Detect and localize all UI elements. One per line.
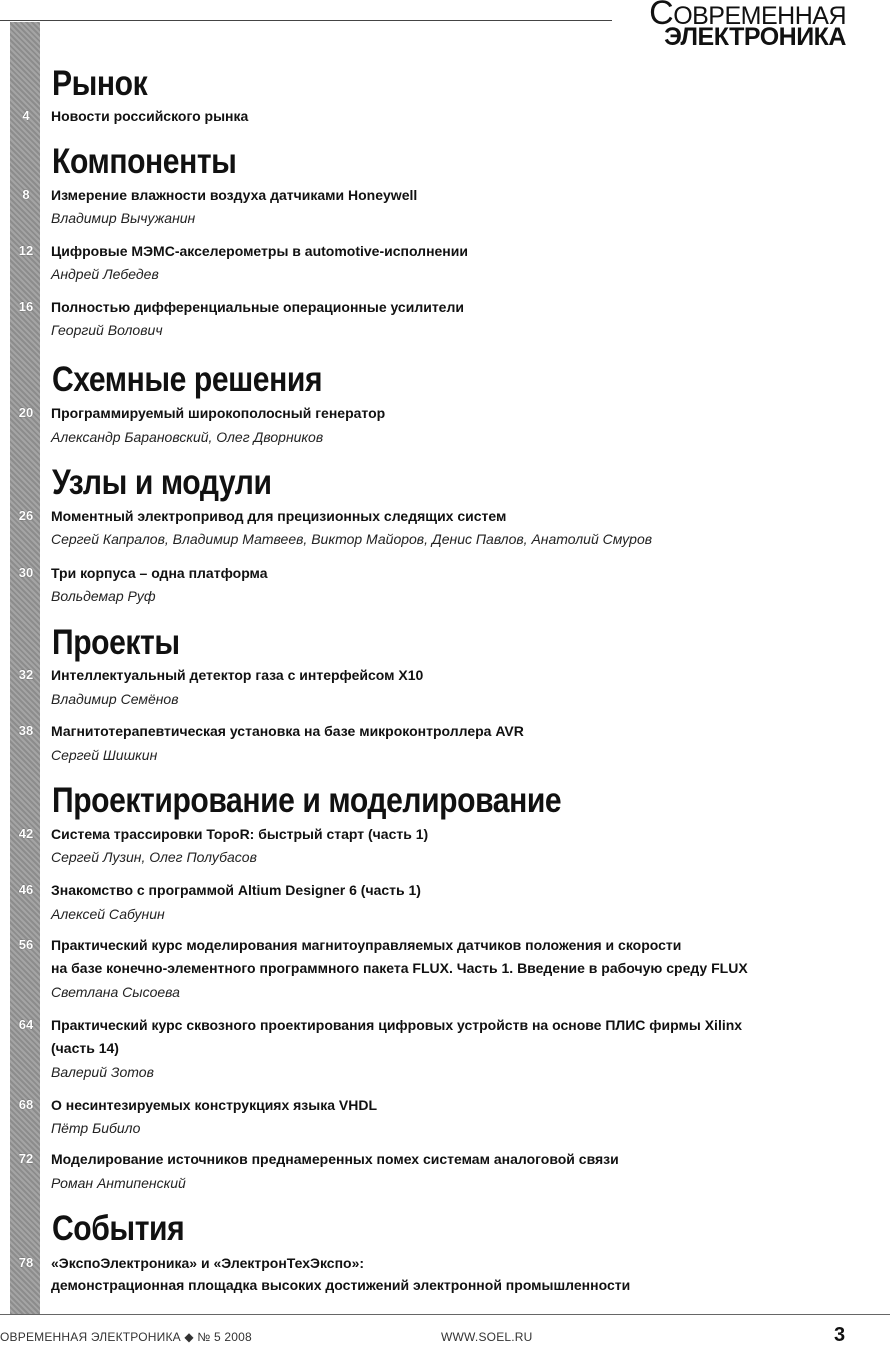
section-title-komponenty: Компоненты <box>52 142 237 181</box>
article-authors: Александр Барановский, Олег Дворников <box>51 429 324 445</box>
page-number: 56 <box>18 937 34 952</box>
article-title-continued[interactable]: демонстрационная площадка высоких достижений электронной промышленности <box>51 1277 631 1293</box>
page-number: 4 <box>22 108 30 123</box>
article-authors: Владимир Вычужанин <box>51 210 196 226</box>
logo-line-2: ЭЛЕКТРОНИКА <box>664 23 846 51</box>
logo-line-1: СОВРЕМЕННАЯ <box>649 0 846 32</box>
section-title-uzly: Узлы и модули <box>52 463 272 502</box>
article-title[interactable]: «ЭкспоЭлектроника» и «ЭлектронТехЭкспо»: <box>51 1255 365 1271</box>
article-title[interactable]: Моделирование источников преднамеренных помех системам аналоговой связи <box>51 1151 619 1167</box>
page-number: 26 <box>18 508 34 523</box>
article-authors: Вольдемар Руф <box>51 588 156 604</box>
section-title-rynok: Рынок <box>52 64 148 103</box>
section-title-proekty: Проекты <box>52 623 180 662</box>
article-title-continued[interactable]: (часть 14) <box>51 1040 119 1056</box>
page-number: 12 <box>18 243 34 258</box>
article-title[interactable]: Цифровые МЭМС-акселерометры в automotive-исполнении <box>51 243 468 259</box>
page-number: 20 <box>18 405 34 420</box>
article-title[interactable]: Три корпуса – одна платформа <box>51 565 268 581</box>
page-number-footer: 3 <box>834 1324 846 1346</box>
page-number: 72 <box>18 1151 34 1166</box>
article-title[interactable]: Магнитотерапевтическая установка на базе микроконтроллера AVR <box>51 723 524 739</box>
article-title[interactable]: Практический курс сквозного проектирования цифровых устройств на основе ПЛИС фирмы Xilinx <box>51 1017 743 1033</box>
page-number: 16 <box>18 299 34 314</box>
article-title[interactable]: Система трассировки TopoR: быстрый старт (часть 1) <box>51 826 429 842</box>
article-authors: Валерий Зотов <box>51 1064 154 1080</box>
section-title-sobytiya: События <box>52 1209 185 1248</box>
article-title[interactable]: Измерение влажности воздуха датчиками Honeywell <box>51 187 418 203</box>
top-rule <box>0 20 612 21</box>
page-number: 64 <box>18 1017 34 1032</box>
article-title[interactable]: Полностью дифференциальные операционные усилители <box>51 299 464 315</box>
magazine-logo <box>620 2 846 49</box>
article-authors: Сергей Капралов, Владимир Матвеев, Виктор Майоров, Денис Павлов, Анатолий Смуров <box>51 531 653 547</box>
article-title[interactable]: Интеллектуальный детектор газа с интерфейсом X10 <box>51 667 424 683</box>
page-number: 42 <box>18 826 34 841</box>
footer-rule <box>0 1314 890 1315</box>
article-authors: Сергей Лузин, Олег Полубасов <box>51 849 257 865</box>
article-authors: Алексей Сабунин <box>51 906 165 922</box>
article-title[interactable]: Знакомство с программой Altium Designer 6 (часть 1) <box>51 882 421 898</box>
page-number: 38 <box>18 723 34 738</box>
page-number: 46 <box>18 882 34 897</box>
page-number: 78 <box>18 1255 34 1270</box>
article-authors: Роман Антипенский <box>51 1175 186 1191</box>
footer-website[interactable]: WWW.SOEL.RU <box>441 1330 533 1344</box>
section-title-skhemnye: Схемные решения <box>52 360 323 399</box>
page-number: 30 <box>18 565 34 580</box>
article-title[interactable]: О несинтезируемых конструкциях языка VHDL <box>51 1097 378 1113</box>
article-authors: Владимир Семёнов <box>51 691 179 707</box>
page-number: 68 <box>18 1097 34 1112</box>
page-number: 32 <box>18 667 34 682</box>
article-title[interactable]: Программируемый широкополосный генератор <box>51 405 386 421</box>
article-authors: Пётр Бибило <box>51 1120 141 1136</box>
section-title-proektirovanie: Проектирование и моделирование <box>52 781 562 820</box>
article-authors: Сергей Шишкин <box>51 747 158 763</box>
article-title[interactable]: Моментный электропривод для прецизионных следящих систем <box>51 508 507 524</box>
article-authors: Андрей Лебедев <box>51 266 159 282</box>
article-title[interactable]: Практический курс моделирования магнитоуправляемых датчиков положения и скорости <box>51 937 682 953</box>
footer-publication: ОВРЕМЕННАЯ ЭЛЕКТРОНИКА ◆ № 5 2008 <box>0 1330 252 1344</box>
article-authors: Георгий Волович <box>51 322 163 338</box>
article-title[interactable]: Новости российского рынка <box>51 108 249 124</box>
article-title-continued[interactable]: на базе конечно-элементного программного пакета FLUX. Часть 1. Введение в рабочую среду FLUX <box>51 960 748 976</box>
article-authors: Светлана Сысоева <box>51 984 180 1000</box>
page-number: 8 <box>22 187 30 202</box>
